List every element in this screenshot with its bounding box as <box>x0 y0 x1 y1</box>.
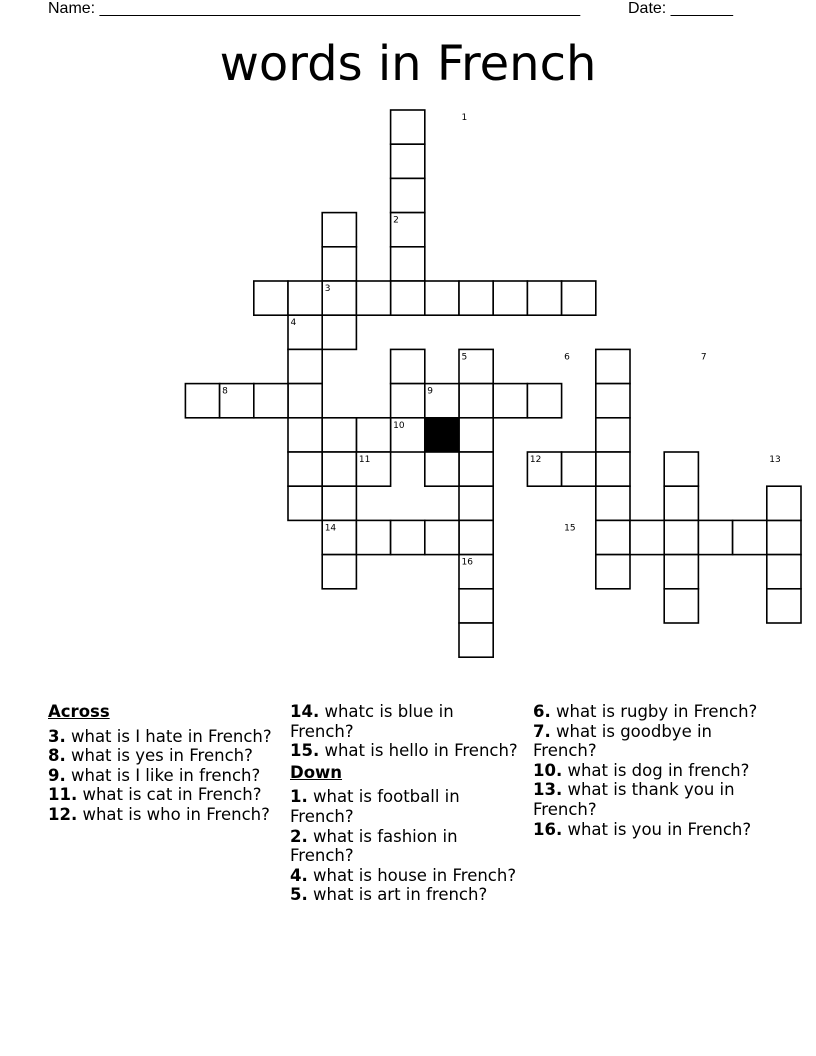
clue-number-3: 3 <box>324 284 331 294</box>
grid-cell[interactable] <box>322 555 356 589</box>
across-clue-text: what is hello in French? <box>319 741 518 761</box>
grid-cell[interactable] <box>493 281 527 315</box>
grid-cell[interactable] <box>391 247 425 281</box>
grid-cell[interactable] <box>767 555 801 589</box>
across-clue-number: 9. <box>48 765 66 785</box>
across-clue <box>290 741 520 761</box>
grid-cell[interactable] <box>425 281 459 315</box>
grid-cell[interactable] <box>425 452 459 486</box>
grid-cell[interactable] <box>185 384 219 418</box>
clue-number-7: 7 <box>700 352 707 363</box>
grid-cell[interactable] <box>288 418 322 452</box>
down-clue <box>533 702 763 722</box>
grid-cell[interactable] <box>356 520 390 554</box>
grid-cell[interactable] <box>664 589 698 623</box>
clue-column-1 <box>48 702 278 825</box>
grid-cell[interactable] <box>767 589 801 623</box>
grid-cell[interactable] <box>391 349 425 383</box>
grid-cell[interactable] <box>254 281 288 315</box>
clue-number-12: 12 <box>529 455 542 465</box>
grid-cell[interactable] <box>322 486 356 520</box>
grid-cell[interactable] <box>596 418 630 452</box>
date-field-label[interactable]: Date: _______ <box>628 0 733 17</box>
down-clue-number: 2. <box>290 826 308 846</box>
across-clue <box>48 785 278 805</box>
clue-column-2 <box>290 702 520 905</box>
down-clue-number: 6. <box>533 702 551 721</box>
clue-number-14: 14 <box>324 523 337 534</box>
grid-cell[interactable] <box>459 281 493 315</box>
grid-cell[interactable] <box>596 452 630 486</box>
clue-number-1: 1 <box>461 113 468 123</box>
clue-number-6: 6 <box>564 352 570 363</box>
clue-column-3 <box>533 702 763 839</box>
grid-cell[interactable] <box>322 452 356 486</box>
grid-cell[interactable] <box>562 452 596 486</box>
grid-cell[interactable] <box>596 486 630 520</box>
down-clue-text: what is fashion in French? <box>290 826 458 866</box>
down-clue-text: what is you in French? <box>562 819 752 839</box>
across-clue <box>48 746 278 766</box>
grid-cell[interactable] <box>527 281 561 315</box>
grid-cell[interactable] <box>596 384 630 418</box>
down-clue-text: what is house in French? <box>307 865 517 885</box>
grid-cell[interactable] <box>322 247 356 281</box>
down-clue-text: what is dog in french? <box>562 760 750 780</box>
grid-cell[interactable] <box>425 520 459 554</box>
clue-number-2: 2 <box>393 215 399 226</box>
grid-cell[interactable] <box>459 486 493 520</box>
clue-number-10: 10 <box>393 420 405 431</box>
across-clue <box>290 702 520 741</box>
grid-cell[interactable] <box>767 486 801 520</box>
grid-cell[interactable] <box>356 281 390 315</box>
grid-cell[interactable] <box>288 281 322 315</box>
across-clue-number: 15. <box>290 741 320 761</box>
grid-cell[interactable] <box>322 315 356 349</box>
down-clue <box>290 787 520 826</box>
across-clue-text: what is I like in french? <box>65 765 261 785</box>
grid-cell[interactable] <box>459 452 493 486</box>
grid-cell[interactable] <box>391 144 425 178</box>
grid-cell[interactable] <box>596 349 630 383</box>
across-clue-number: 11. <box>48 785 78 805</box>
down-clue <box>533 761 763 781</box>
grid-cell[interactable] <box>391 281 425 315</box>
grid-cell[interactable] <box>596 520 630 554</box>
across-clue-text: what is who in French? <box>77 804 270 824</box>
down-clue-number: 4. <box>290 865 308 885</box>
across-clue-number: 12. <box>48 804 78 824</box>
clue-number-4: 4 <box>290 318 297 329</box>
grid-cell[interactable] <box>391 384 425 418</box>
grid-cell[interactable] <box>288 486 322 520</box>
down-clue <box>290 866 520 886</box>
across-clue <box>48 766 278 786</box>
across-heading: Across <box>48 702 110 721</box>
grid-cell[interactable] <box>356 418 390 452</box>
down-clue-text: what is thank you in French? <box>533 780 735 819</box>
grid-cell[interactable] <box>733 520 767 554</box>
grid-cell[interactable] <box>288 384 322 418</box>
down-clue-number: 5. <box>290 885 308 905</box>
down-clue-number: 10. <box>533 760 563 780</box>
grid-cell[interactable] <box>391 520 425 554</box>
across-clue-text: what is cat in French? <box>77 785 262 805</box>
down-clue-number: 16. <box>533 819 563 839</box>
clue-number-15: 15 <box>564 523 576 534</box>
grid-cell[interactable] <box>459 623 493 657</box>
grid-cell[interactable] <box>459 384 493 418</box>
down-clue-text: what is art in french? <box>307 885 488 905</box>
across-clue <box>48 805 278 825</box>
clue-number-16: 16 <box>461 557 473 568</box>
grid-cell[interactable] <box>698 520 732 554</box>
grid-cell[interactable] <box>322 418 356 452</box>
down-clue-text: what is goodbye in French? <box>533 721 713 761</box>
across-clue <box>48 727 278 747</box>
grid-cell[interactable] <box>664 486 698 520</box>
across-clue-text: what is I hate in French? <box>65 726 272 746</box>
across-clue-number: 3. <box>48 726 66 746</box>
down-clue-number: 13. <box>533 780 563 800</box>
down-clue <box>533 722 763 761</box>
across-clue-number: 14. <box>290 702 320 721</box>
down-clue-number: 1. <box>290 787 308 807</box>
clue-number-9: 9 <box>427 386 434 397</box>
grid-cell[interactable] <box>459 520 493 554</box>
down-clue <box>533 780 763 819</box>
down-heading: Down <box>290 762 343 782</box>
clue-number-8: 8 <box>222 386 228 397</box>
across-clue-text: what is yes in French? <box>65 746 253 766</box>
grid-cell[interactable] <box>562 281 596 315</box>
clue-number-11: 11 <box>358 455 371 465</box>
puzzle-title: words in French <box>219 36 597 92</box>
across-clue-text: whatc is blue in French? <box>290 702 454 741</box>
down-clue <box>533 820 763 840</box>
grid-cell[interactable] <box>391 178 425 212</box>
grid-cell[interactable] <box>459 418 493 452</box>
grid-cell[interactable] <box>288 349 322 383</box>
grid-cell[interactable] <box>596 555 630 589</box>
down-clue-number: 7. <box>533 721 551 741</box>
grid-cell[interactable] <box>664 452 698 486</box>
grid-cell[interactable] <box>254 384 288 418</box>
grid-cell[interactable] <box>664 555 698 589</box>
grid-cell[interactable] <box>527 384 561 418</box>
grid-cell-blocked <box>425 418 459 452</box>
across-clue-number: 8. <box>48 746 66 766</box>
grid-cell[interactable] <box>459 589 493 623</box>
clue-number-5: 5 <box>461 352 468 363</box>
down-clue-text: what is rugby in French? <box>550 702 758 721</box>
grid-cell[interactable] <box>391 110 425 144</box>
down-clue <box>290 827 520 866</box>
grid-cell[interactable] <box>630 520 664 554</box>
grid-cell[interactable] <box>767 520 801 554</box>
grid-cell[interactable] <box>322 213 356 247</box>
down-clue-text: what is football in French? <box>290 787 460 826</box>
down-clue <box>290 885 520 905</box>
name-field-label[interactable]: Name: ______________________________________________________ <box>48 0 581 17</box>
grid-cell[interactable] <box>493 384 527 418</box>
grid-cell[interactable] <box>288 452 322 486</box>
grid-cell[interactable] <box>664 520 698 554</box>
clue-number-13: 13 <box>769 455 781 465</box>
